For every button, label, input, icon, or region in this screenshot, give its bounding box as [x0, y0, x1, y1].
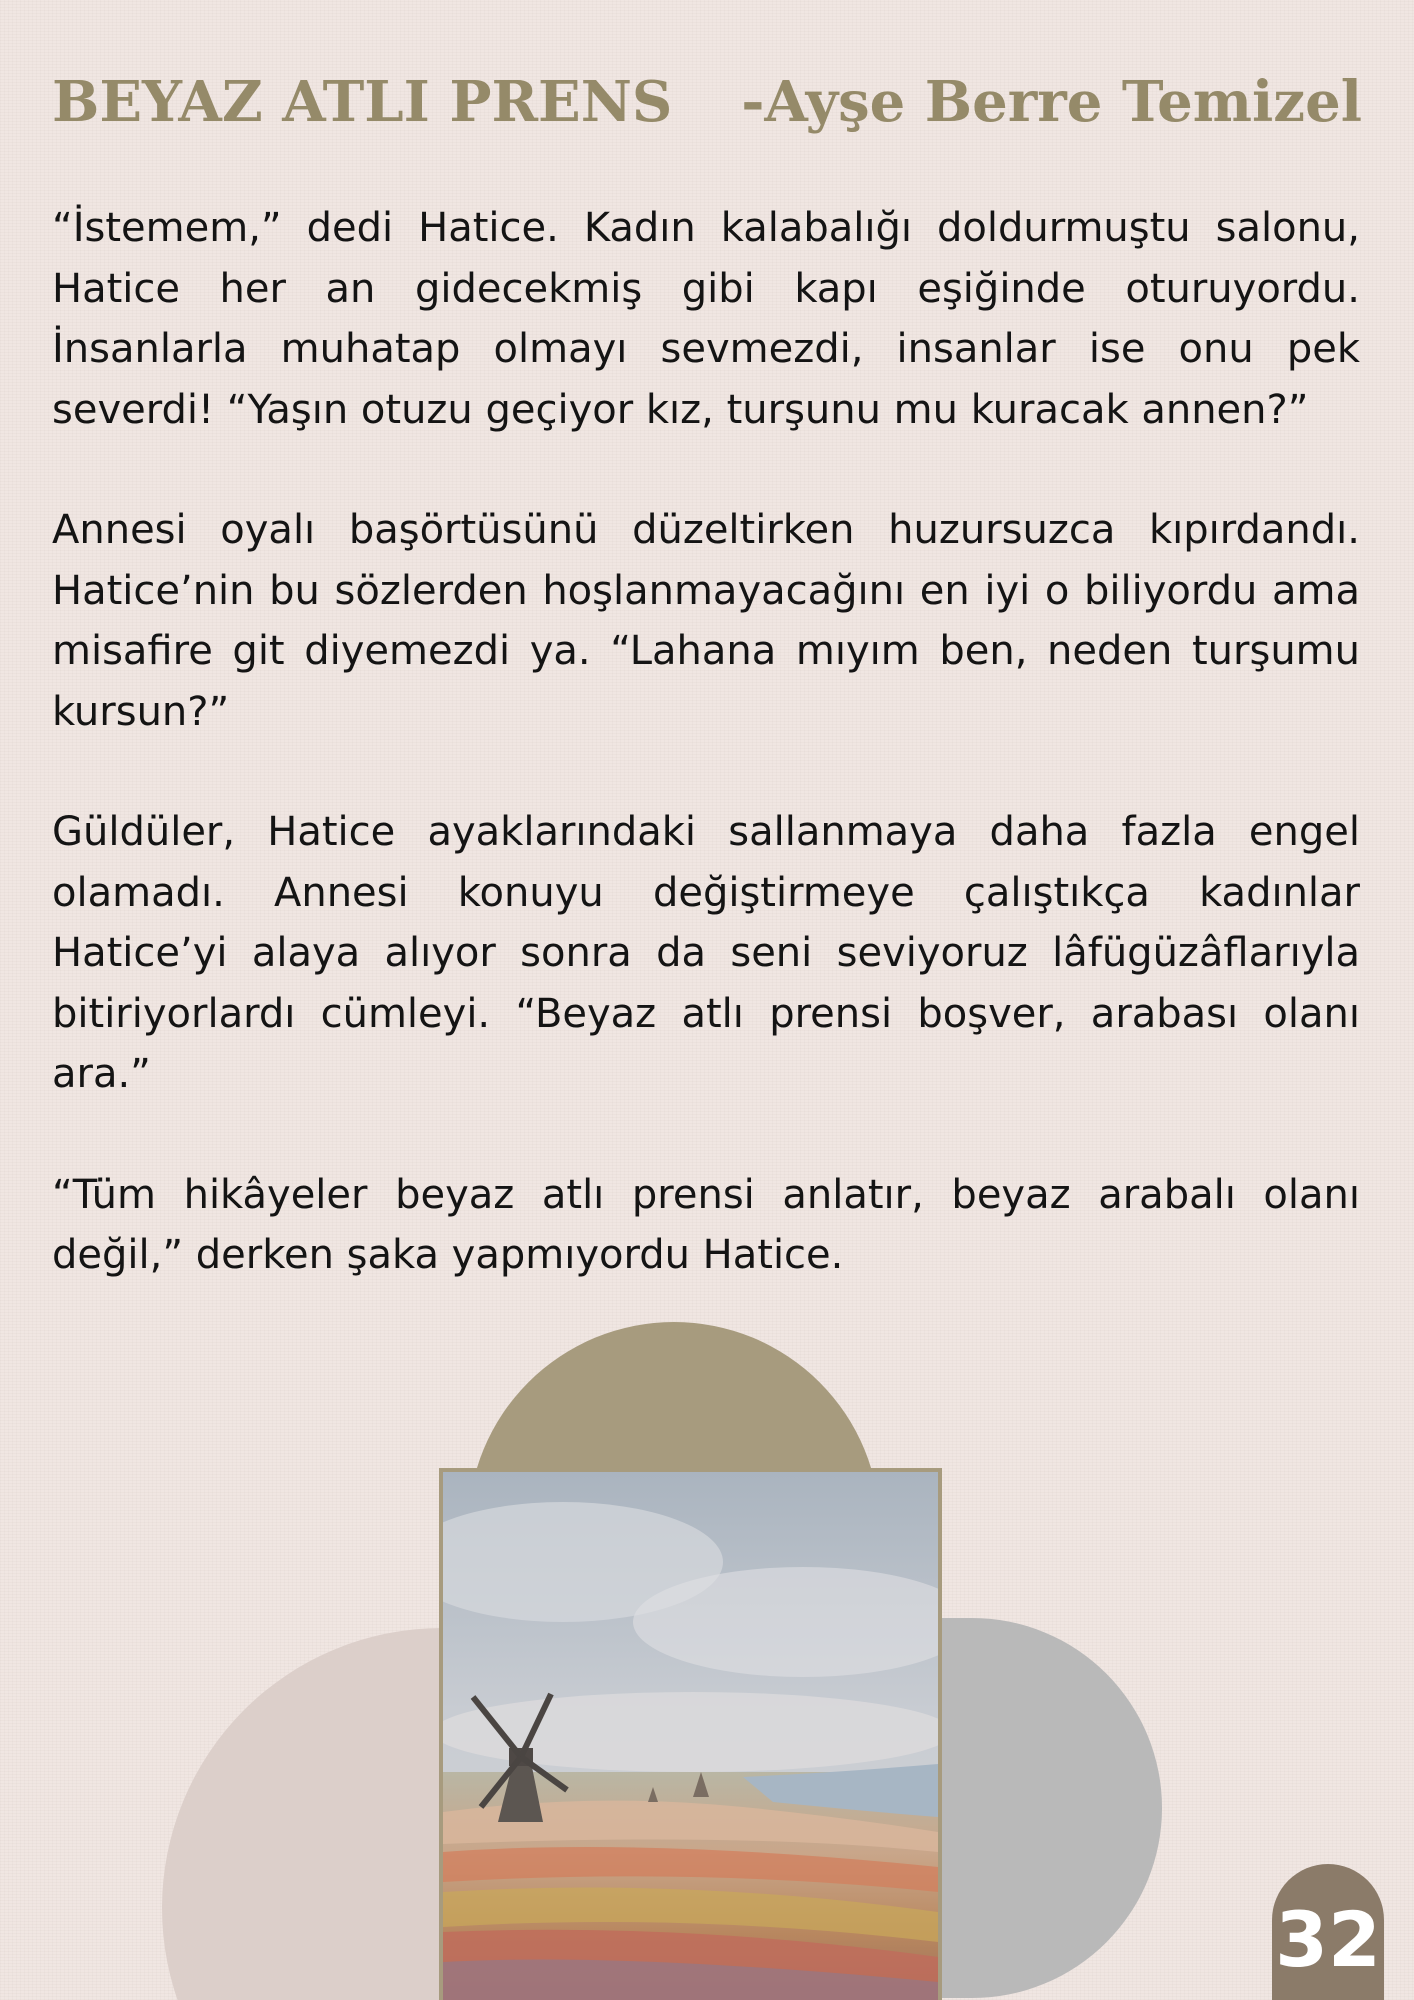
- story-title: BEYAZ ATLI PRENS: [52, 69, 673, 135]
- paragraph-2: Annesi oyalı başörtüsünü düzeltirken huzursuzca kıpırdandı. Hatice’nin bu sözlerden hoşlanmayacağını en iyi o biliyordu ama misafire git diyemezdi ya. “Lahana mıyım ben, neden turşumu kursun?”: [52, 507, 1360, 735]
- windmill-painting: [439, 1468, 942, 2000]
- page-number-badge: [1272, 1864, 1384, 2000]
- paragraph-3: Güldüler, Hatice ayaklarındaki sallanmaya daha fazla engel olamadı. Annesi konuyu değiştirmeye çalıştıkça kadınlar Hatice’yi alaya alıyor sonra da seni seviyoruz lâfügüzâflarıyla bitiriyorlardı cümleyi. “Beyaz atlı prensi boşver, arabası olanı ara.”: [52, 809, 1360, 1097]
- story-body: [52, 198, 1360, 1346]
- paragraph-4: “Tüm hikâyeler beyaz atlı prensi anlatır, beyaz arabalı olanı değil,” derken şaka yapmıyordu Hatice.: [52, 1171, 1360, 1278]
- header: [52, 62, 1362, 142]
- painting-image: [443, 1472, 938, 2000]
- paragraph-1: “İstemem,” dedi Hatice. Kadın kalabalığı doldurmuştu salonu, Hatice her an gidecekmiş gibi kapı eşiğinde oturuyordu. İnsanlarla muhatap olmayı sevmezdi, insanlar ise onu pek severdi! “Yaşın otuzu geçiyor kız, turşunu mu kuracak annen?”: [52, 205, 1360, 433]
- page-number: 32: [1275, 1895, 1381, 1984]
- author-name: -Ayşe Berre Temizel: [741, 69, 1362, 135]
